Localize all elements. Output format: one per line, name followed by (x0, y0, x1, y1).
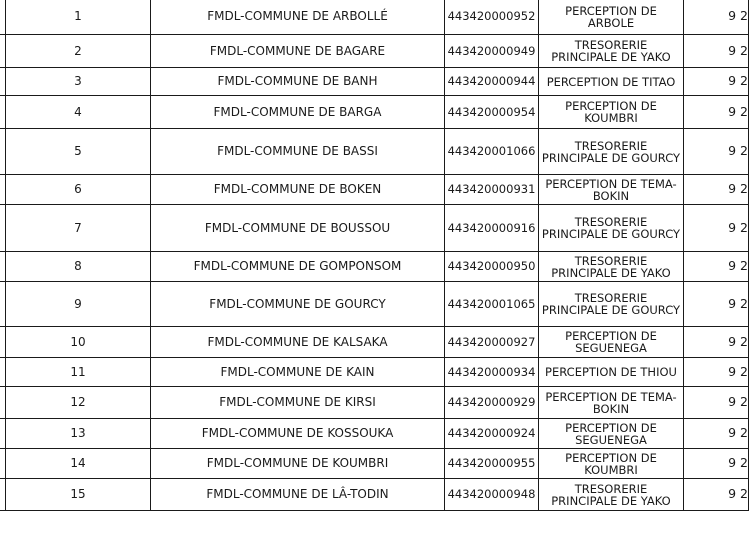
perception-name: PERCEPTION DE TITAO (539, 68, 684, 96)
perception-name: PERCEPTION DE SEGUENEGA (539, 419, 684, 449)
perception-name: TRESORERIE PRINCIPALE DE GOURCY (539, 205, 684, 252)
amount-value: 9 2 (684, 449, 749, 479)
commune-name: FMDL-COMMUNE DE GOURCY (151, 282, 445, 327)
row-number: 13 (6, 419, 151, 449)
perception-name: PERCEPTION DE TEMA-BOKIN (539, 175, 684, 205)
table-row (0, 35, 749, 68)
amount-value: 9 2 (684, 205, 749, 252)
row-number: 14 (6, 449, 151, 479)
row-number: 2 (6, 35, 151, 68)
amount-value: 9 2 (684, 282, 749, 327)
amount-value: 9 2 (684, 0, 749, 35)
row-number: 4 (6, 96, 151, 129)
account-number: 443420000954 (445, 96, 539, 129)
account-number: 443420000948 (445, 479, 539, 511)
table-row (0, 205, 749, 252)
table-row (0, 96, 749, 129)
commune-name: FMDL-COMMUNE DE BASSI (151, 129, 445, 175)
perception-name: PERCEPTION DE SEGUENEGA (539, 327, 684, 358)
account-number: 443420000927 (445, 327, 539, 358)
table-row (0, 175, 749, 205)
perception-name: TRESORERIE PRINCIPALE DE YAKO (539, 252, 684, 282)
account-number: 443420000949 (445, 35, 539, 68)
account-number: 443420000934 (445, 358, 539, 387)
account-number: 443420000944 (445, 68, 539, 96)
amount-value: 9 2 (684, 129, 749, 175)
account-number: 443420000950 (445, 252, 539, 282)
table-row (0, 327, 749, 358)
commune-name: FMDL-COMMUNE DE BAGARE (151, 35, 445, 68)
amount-value: 9 2 (684, 68, 749, 96)
table-row (0, 129, 749, 175)
row-number: 12 (6, 387, 151, 419)
row-number: 9 (6, 282, 151, 327)
table-row (0, 358, 749, 387)
commune-name: FMDL-COMMUNE DE ARBOLLÉ (151, 0, 445, 35)
perception-name: TRESORERIE PRINCIPALE DE YAKO (539, 35, 684, 68)
row-number: 6 (6, 175, 151, 205)
account-number: 443420000952 (445, 0, 539, 35)
commune-name: FMDL-COMMUNE DE BOKEN (151, 175, 445, 205)
amount-value: 9 2 (684, 327, 749, 358)
perception-name: PERCEPTION DE KOUMBRI (539, 449, 684, 479)
amount-value: 9 2 (684, 252, 749, 282)
amount-value: 9 2 (684, 96, 749, 129)
commune-name: FMDL-COMMUNE DE KOSSOUKA (151, 419, 445, 449)
table-row (0, 479, 749, 511)
perception-name: PERCEPTION DE TEMA-BOKIN (539, 387, 684, 419)
account-number: 443420000929 (445, 387, 539, 419)
row-number: 8 (6, 252, 151, 282)
row-number: 1 (6, 0, 151, 35)
account-number: 443420001065 (445, 282, 539, 327)
row-number: 15 (6, 479, 151, 511)
table-row (0, 252, 749, 282)
amount-value: 9 2 (684, 35, 749, 68)
amount-value: 9 2 (684, 175, 749, 205)
perception-name: PERCEPTION DE ARBOLE (539, 0, 684, 35)
table-row (0, 419, 749, 449)
amount-value: 9 2 (684, 387, 749, 419)
perception-name: TRESORERIE PRINCIPALE DE GOURCY (539, 282, 684, 327)
commune-name: FMDL-COMMUNE DE GOMPONSOM (151, 252, 445, 282)
table-row (0, 68, 749, 96)
table-row (0, 282, 749, 327)
amount-value: 9 2 (684, 419, 749, 449)
amount-value: 9 2 (684, 479, 749, 511)
account-number: 443420000955 (445, 449, 539, 479)
row-number: 10 (6, 327, 151, 358)
commune-name: FMDL-COMMUNE DE KALSAKA (151, 327, 445, 358)
table-row (0, 387, 749, 419)
amount-value: 9 2 (684, 358, 749, 387)
row-number: 3 (6, 68, 151, 96)
account-number: 443420001066 (445, 129, 539, 175)
commune-name: FMDL-COMMUNE DE LÂ-TODIN (151, 479, 445, 511)
perception-name: TRESORERIE PRINCIPALE DE YAKO (539, 479, 684, 511)
commune-name: FMDL-COMMUNE DE BARGA (151, 96, 445, 129)
row-number: 7 (6, 205, 151, 252)
account-number: 443420000931 (445, 175, 539, 205)
commune-name: FMDL-COMMUNE DE BANH (151, 68, 445, 96)
commune-name: FMDL-COMMUNE DE KIRSI (151, 387, 445, 419)
perception-name: TRESORERIE PRINCIPALE DE GOURCY (539, 129, 684, 175)
row-number: 5 (6, 129, 151, 175)
commune-name: FMDL-COMMUNE DE KOUMBRI (151, 449, 445, 479)
perception-name: PERCEPTION DE KOUMBRI (539, 96, 684, 129)
perception-name: PERCEPTION DE THIOU (539, 358, 684, 387)
account-number: 443420000916 (445, 205, 539, 252)
account-number: 443420000924 (445, 419, 539, 449)
row-number: 11 (6, 358, 151, 387)
table-row (0, 0, 749, 35)
commune-name: FMDL-COMMUNE DE KAIN (151, 358, 445, 387)
table-row (0, 449, 749, 479)
commune-name: FMDL-COMMUNE DE BOUSSOU (151, 205, 445, 252)
